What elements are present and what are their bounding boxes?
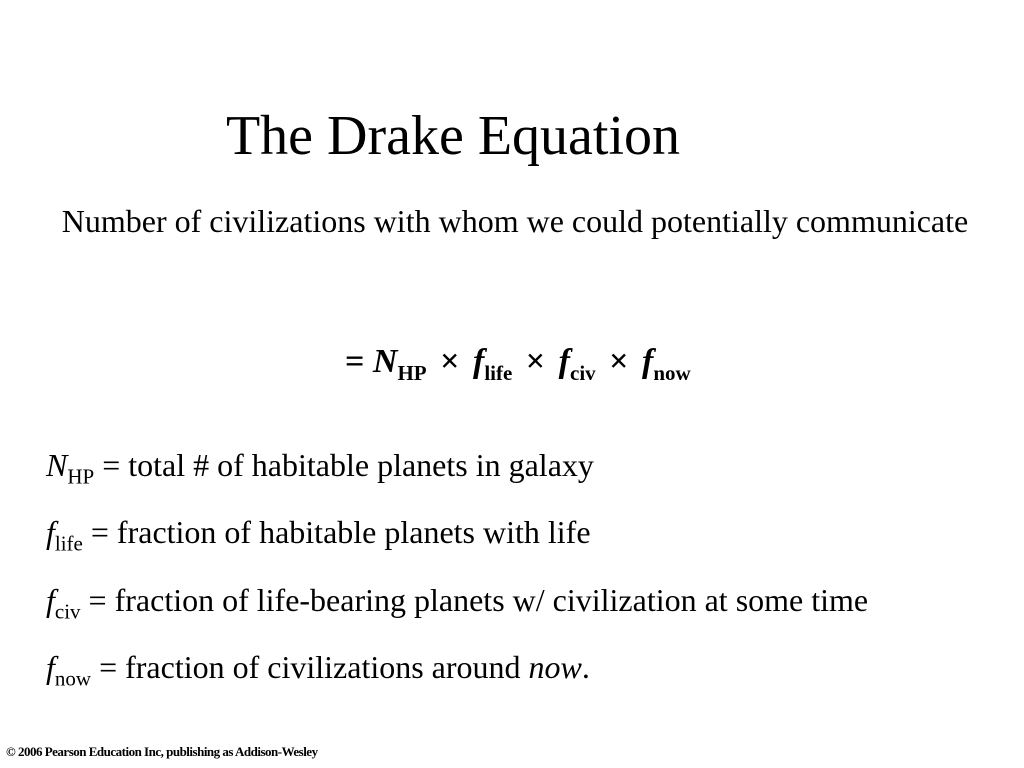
times-operator: ×	[525, 343, 546, 380]
equation-term-f-life	[472, 343, 513, 385]
times-operator: ×	[609, 343, 629, 380]
definitions-list	[46, 442, 946, 712]
slide-subtitle: Number of civilizations with whom we could potentially communicate	[61, 203, 969, 239]
term-subscript: now	[653, 360, 691, 385]
definition-n-hp	[46, 442, 946, 499]
definition-subscript: HP	[67, 464, 95, 489]
definition-suffix: .	[581, 649, 590, 686]
term-symbol: f	[642, 343, 654, 380]
term-subscript: civ	[570, 360, 596, 385]
equation-term-n-hp	[372, 343, 427, 385]
definition-text: = fraction of habitable planets with life	[82, 514, 591, 551]
equals-sign: =	[345, 343, 365, 380]
equation-term-f-now	[642, 343, 691, 385]
drake-equation	[0, 338, 1024, 397]
definition-emphasis: now	[528, 649, 582, 686]
definition-symbol: f	[46, 581, 55, 618]
definition-f-life	[46, 509, 946, 566]
definition-f-now	[46, 644, 946, 701]
equation-term-f-civ	[558, 343, 596, 385]
term-subscript: HP	[397, 360, 427, 385]
definition-subscript: civ	[54, 599, 81, 624]
definition-symbol: N	[46, 447, 68, 483]
definition-text: = total # of habitable planets in galaxy	[94, 447, 594, 483]
term-symbol: f	[558, 343, 570, 380]
definition-symbol: f	[46, 514, 55, 551]
definition-f-civ	[46, 577, 946, 634]
definition-subscript: now	[54, 666, 92, 691]
definition-text: = fraction of life-bearing planets w/ civilization at some time	[80, 581, 869, 618]
term-symbol: f	[472, 343, 485, 380]
copyright-footer: © 2006 Pearson Education Inc, publishing as Addison-Wesley	[6, 744, 318, 759]
definition-symbol: f	[46, 649, 55, 686]
definition-subscript: life	[54, 531, 83, 556]
definition-text: = fraction of civilizations around	[91, 649, 529, 686]
term-symbol: N	[372, 343, 398, 380]
slide-title: The Drake Equation	[225, 105, 681, 167]
times-operator: ×	[440, 343, 460, 380]
term-subscript: life	[484, 360, 513, 385]
